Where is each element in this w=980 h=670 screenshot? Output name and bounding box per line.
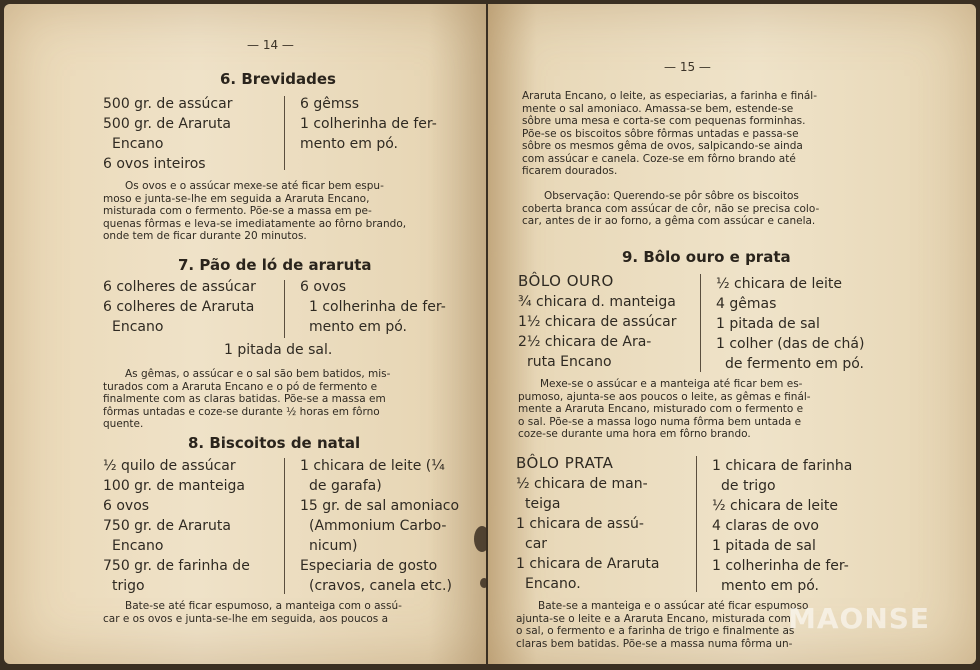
ingredients-column-2: 1 chicara de farinha de trigo ½ chicara de leite 4 claras de ovo 1 pitada de sal 1 colherinha de fer- mento em pó. [712,458,853,594]
ingredients-column-1: ¾ chicara d. manteiga 1½ chicara de assúcar 2½ chicara de Ara- ruta Encano [518,294,677,370]
recipe-method-continued: Araruta Encano, o leite, as especiarias, a farinha e finál- mente o sal amoniaco. Amassa-se bem, estende-se sôbre uma mesa e corta-se com pequenas forminhas. Põe-se os biscoitos sôbre fôrmas untadas e passa-se sôbre os mesmos gêma de ovos, salpicando-se ainda com assúcar e canela. Coze-se em fôrno brando até ficarem dourados. [522,90,818,177]
left-page [4,4,486,664]
ingredients-column-2: 1 chicara de leite (¼ de garafa) 15 gr. de sal amoniaco (Ammonium Carbo- nicum) Especiaria de gosto (cravos, canela etc.) [300,458,460,594]
recipe-method: Bate-se até ficar espumoso, a manteiga com o assú- car e os ovos e junta-se-lhe em seguida, aos poucos a [103,600,402,625]
ingredients-column-1: ½ chicara de man- teiga 1 chicara de assú- car 1 chicara de Araruta Encano. [516,476,660,592]
recipe-title: 7. Pão de ló de araruta [178,256,372,274]
right-page [488,4,976,664]
column-divider [284,96,285,170]
column-divider [696,456,697,592]
ingredient-extra: 1 pitada de sal. [224,342,333,358]
recipe-method: Bate-se a manteiga e o assúcar até ficar espumoso ajunta-se o leite e a Araruta Encano, misturada com o sal, o fermento e a farinha de trigo e finalmente as claras bem batidas. Põe-se a massa numa fôrma un- [516,600,809,650]
recipe-method: Mexe-se o assúcar e a manteiga até ficar bem es- pumoso, ajunta-se aos poucos o leite, as gêmas e finál- mente a Araruta Encano, misturado com o fermento e o sal. Põe-se a massa logo numa fôrma bem untada e coze-se durante uma hora em fôrno brando. [518,378,811,440]
subrecipe-heading: BÔLO PRATA [516,454,614,472]
ink-stain [474,526,486,552]
column-divider [284,280,285,338]
column-divider [700,274,701,372]
recipe-title: 6. Brevidades [220,70,336,88]
ingredients-column-2: ½ chicara de leite 4 gêmas 1 pitada de sal 1 colher (das de chá) de fermento em pó. [716,276,865,372]
subrecipe-heading: BÔLO OURO [518,272,614,290]
ingredients-column-2: 6 gêmss 1 colherinha de fer- mento em pó. [300,96,437,152]
ink-stain [480,578,486,588]
recipe-method: As gêmas, o assúcar e o sal são bem batidos, mis- turados com a Araruta Encano e o pó de fermento e finalmente com as claras batidas. Põe-se a massa em fôrmas untadas e coze-se durante ½ horas em fôrno quente. [103,368,391,430]
page-number: — 15 — [664,60,711,74]
ingredients-column-1: 500 gr. de assúcar 500 gr. de Araruta Encano 6 ovos inteiros [103,96,233,172]
recipe-title: 8. Biscoitos de natal [188,434,361,452]
observation-note: Observação: Querendo-se pôr sôbre os biscoitos coberta branca com assúcar de côr, não se precisa colo- car, antes de ir ao forno, a gêma com assúcar e canela. [522,190,820,227]
recipe-method: Os ovos e o assúcar mexe-se até ficar bem espu- moso e junta-se-lhe em seguida a Araruta Encano, misturada com o fermento. Põe-se a massa em pe- quenas fôrmas e leva-se imediatamente ao fôrno brando, onde tem de ficar durante 20 minutos. [103,180,407,242]
ingredients-column-1: ½ quilo de assúcar 100 gr. de manteiga 6 ovos 750 gr. de Araruta Encano 750 gr. de farinha de trigo [103,458,250,594]
recipe-title: 9. Bôlo ouro e prata [622,248,791,266]
page-number: — 14 — [247,38,294,52]
ingredients-column-1: 6 colheres de assúcar 6 colheres de Araruta Encano [103,279,256,335]
column-divider [284,458,285,594]
watermark: MAONSE [788,602,931,635]
ingredients-column-2: 6 ovos 1 colherinha de fer- mento em pó. [300,279,446,335]
